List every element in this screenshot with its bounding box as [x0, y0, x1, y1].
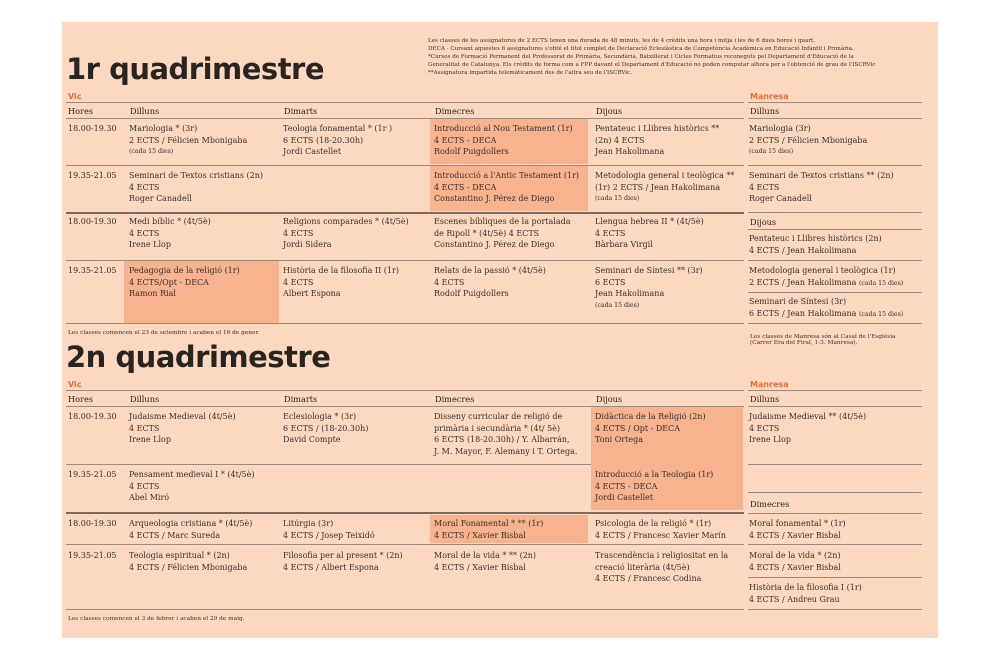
q1-header-monday: Dilluns: [130, 106, 160, 116]
q1-row4-tuesday: Història de la filosofia II (1r) 4 ECTS Albert Espona: [283, 266, 399, 298]
q1-manresa-label: Manresa: [750, 92, 789, 101]
q1-row1-tuesday: Teologia fonamental * (1r ) 6 ECTS (18-20.30h) Jordi Castellet: [283, 124, 393, 156]
q2-row1-thursday: Didàctica de la Religió (2n) 4 ECTS / Opt - DECA Toni Ortega: [595, 412, 706, 444]
q1-manresa-item2: Seminari de Textos cristians ** (2n) 4 ECTS Roger Canadell: [749, 171, 894, 203]
note-line: Les classes de les assignatures de 2 ECTS tenen una durada de 48 minuts, les de 4 crèdits una hora i mitja i les de 6 dues hores i quart.: [428, 38, 816, 44]
q2-manresa-item3: Moral de la vida * (2n) 4 ECTS / Xavier Bisbal: [749, 551, 841, 572]
q2-row4-thursday: Trascendència i religiositat en la creació literària (4t/5è) 4 ECTS / Francesc Codina: [595, 551, 729, 583]
q1-row2-hour: 19.35-21.05: [68, 171, 117, 180]
q2-row3-tuesday: Litúrgia (3r) 4 ECTS / Josep Teixidó: [283, 519, 375, 540]
q2-row1-hour: 18.00-19.30: [68, 412, 117, 421]
q2-row2-monday: Pensament medieval I * (4t/5è) 4 ECTS Abel Miró: [129, 470, 255, 502]
q1-row1-wednesday: Introducció al Nou Testament (1r) 4 ECTS - DECA Rodolf Puigdollers: [434, 124, 573, 156]
note-line: Generalitat de Catalunya. Els crèdits de forma com a FPP davant el Departament d'Educació no poden computar alhora per a l'obtenció de grau de l'ISCRVic: [428, 62, 876, 69]
q2-footnote: Les classes comencen el 3 de febrer i acaben el 29 de maig.: [68, 616, 245, 622]
q1-row3-monday: Medi bíblic * (4t/5è) 4 ECTS Irene Llop: [129, 217, 211, 249]
q2-manresa-label: Manresa: [750, 380, 789, 389]
q2-manresa-day2: Dimecres: [750, 499, 790, 509]
note-line: *Cursos de Formació Permanent del Professorat de Primària, Secundària, Batxillerat i Cicles Formatius reconeguts pel Departament d'Educació de la: [428, 54, 854, 61]
schedule-sheet: [62, 22, 938, 638]
q1-header-wednesday: Dimecres: [435, 106, 475, 116]
q2-row3-monday: Arqueologia cristiana * (4t/5è) 4 ECTS / Marc Sureda: [129, 519, 253, 540]
note-line: **Assignatura impartida telemàticament des de l'altra seu de l'ISCRVic.: [428, 70, 633, 77]
q1-row1-monday: Mariologia * (3r) 2 ECTS / Félicien Mbonigaba (cada 15 dies): [129, 124, 248, 155]
q2-row1-monday: Judaisme Medieval (4t/5è) 4 ECTS Irene Llop: [129, 412, 236, 444]
q2-header-monday: Dilluns: [130, 394, 160, 404]
q2-vic-label: Vic: [68, 380, 82, 389]
q2-manresa-item4: Història de la filosofia I (1r) 4 ECTS / Andreu Grau: [749, 583, 862, 604]
q1-row4-monday: Pedagogia de la religió (1r) 4 ECTS/Opt - DECA Ramon Rial: [129, 266, 240, 298]
q2-row3-hour: 18.00-19.30: [68, 519, 117, 528]
q1-manresa-item1: Mariologia (3r) 2 ECTS / Félicien Mbonigaba (cada 15 dies): [749, 124, 868, 155]
q2-row2-thursday: Introducció a la Teologia (1r) 4 ECTS - DECA Jordi Castellet: [595, 470, 714, 502]
q2-row1-tuesday: Eclesiologia * (3r) 6 ECTS / (18-20.30h) David Compte: [283, 412, 369, 444]
q2-row4-tuesday: Filosofia per al present * (2n) 4 ECTS / Albert Espona: [283, 551, 403, 572]
q1-row3-wednesday: Escenes bíbliques de la portalada de Ripoll * (4t/5è) 4 ECTS Constantino J. Pérez de Diego: [434, 217, 571, 249]
q2-title: 2n quadrimestre: [66, 340, 331, 374]
q1-row3-thursday: Llengua hebrea II * (4t/5è) 4 ECTS Bàrbara Virgil: [595, 217, 704, 249]
q1-manresa-day1: Dilluns: [750, 106, 780, 116]
q1-manresa-note: Les classes de Manresa són al Casal de l'Església (Carrer Era del Firal, 1-3. Manresa).: [750, 334, 896, 346]
q1-row1-thursday: Pentateuc i Llibres històrics ** (2n) 4 ECTS Jean Hakolimana: [595, 124, 720, 156]
q1-title: 1r quadrimestre: [66, 52, 325, 86]
q1-manresa-day2: Dijous: [750, 217, 777, 227]
q1-manresa-item4: Metodologia general i teològica (1r) 2 ECTS / Jean Hakolimana (cada 15 dies): [749, 266, 904, 287]
q2-header-thursday: Dijous: [596, 394, 623, 404]
q2-row2-hour: 19.35-21.05: [68, 470, 117, 479]
q1-row4-wednesday: Relats de la passió * (4t/5è) 4 ECTS Rodolf Puigdollers: [434, 266, 546, 298]
q2-row3-wednesday: Moral Fonamental * ** (1r) 4 ECTS / Xavier Bisbal: [434, 519, 544, 540]
q1-row4-thursday: Seminari de Síntesi ** (3r) 6 ECTS Jean Hakolimana (cada 15 dies): [595, 266, 703, 309]
q1-row3-hour: 18.00-19.30: [68, 217, 117, 226]
q1-footnote: Les classes comencen el 23 de setembre i acaben el 16 de gener.: [68, 330, 260, 336]
q1-vic-label: Vic: [68, 92, 82, 101]
note-line: DECA - Cursant aquestes 6 assignatures s'obté el títol complet de Declaració Eclesiàstica de Competència Acadèmica en Educació Infantil i Primària.: [428, 46, 854, 53]
q1-row2-monday: Seminari de Textos cristians (2n) 4 ECTS Roger Canadell: [129, 171, 264, 203]
q2-manresa-day1: Dilluns: [750, 394, 780, 404]
q1-row1-hour: 18.00-19.30: [68, 124, 117, 133]
q1-row3-tuesday: Religions comparades * (4t/5è) 4 ECTS Jordi Sidera: [283, 217, 409, 249]
q1-row2-wednesday: Introducció a l'Antic Testament (1r) 4 ECTS - DECA Constantino J. Pérez de Diego: [434, 171, 580, 203]
q1-header-thursday: Dijous: [596, 106, 623, 116]
q2-manresa-item2: Moral fonamental * (1r) 4 ECTS / Xavier Bisbal: [749, 519, 846, 540]
q2-row1-wednesday: Disseny curricular de religió de primària i secundària * (4t/ 5è) 6 ECTS (18-20.30h) / Y. Albarrán, J. M. Mayor, F. Alemany i T. Ortega.: [434, 412, 578, 456]
q1-manresa-item3: Pentateuc i Llibres històrics (2n) 4 ECTS / Jean Hakolimana: [749, 234, 882, 255]
q2-row4-hour: 19.35-21.05: [68, 551, 117, 560]
q2-row3-thursday: Psicologia de la religió * (1r) 4 ECTS / Francesc Xavier Marín: [595, 519, 726, 540]
q1-row4-hour: 19.35-21.05: [68, 266, 117, 275]
q2-row4-wednesday: Moral de la vida * ** (2n) 4 ECTS / Xavier Bisbal: [434, 551, 537, 572]
q2-manresa-item1: Judaisme Medieval ** (4t/5è) 4 ECTS Irene Llop: [749, 412, 867, 444]
q2-header-wednesday: Dimecres: [435, 394, 475, 404]
q1-row2-thursday: Metodologia general i teològica ** (1r) 2 ECTS / Jean Hakolimana (cada 15 dies): [595, 171, 735, 202]
q2-header-tuesday: Dimarts: [284, 394, 318, 404]
general-notes: [428, 37, 934, 77]
q1-manresa-item5: Seminari de Síntesi (3r) 6 ECTS / Jean Hakolimana (cada 15 dies): [749, 297, 904, 318]
q1-header-tuesday: Dimarts: [284, 106, 318, 116]
q2-row4-monday: Teologia espiritual * (2n) 4 ECTS / Félicien Mbonigaba: [129, 551, 248, 572]
q1-header-hours: Hores: [68, 106, 94, 116]
q2-header-hours: Hores: [68, 394, 94, 404]
